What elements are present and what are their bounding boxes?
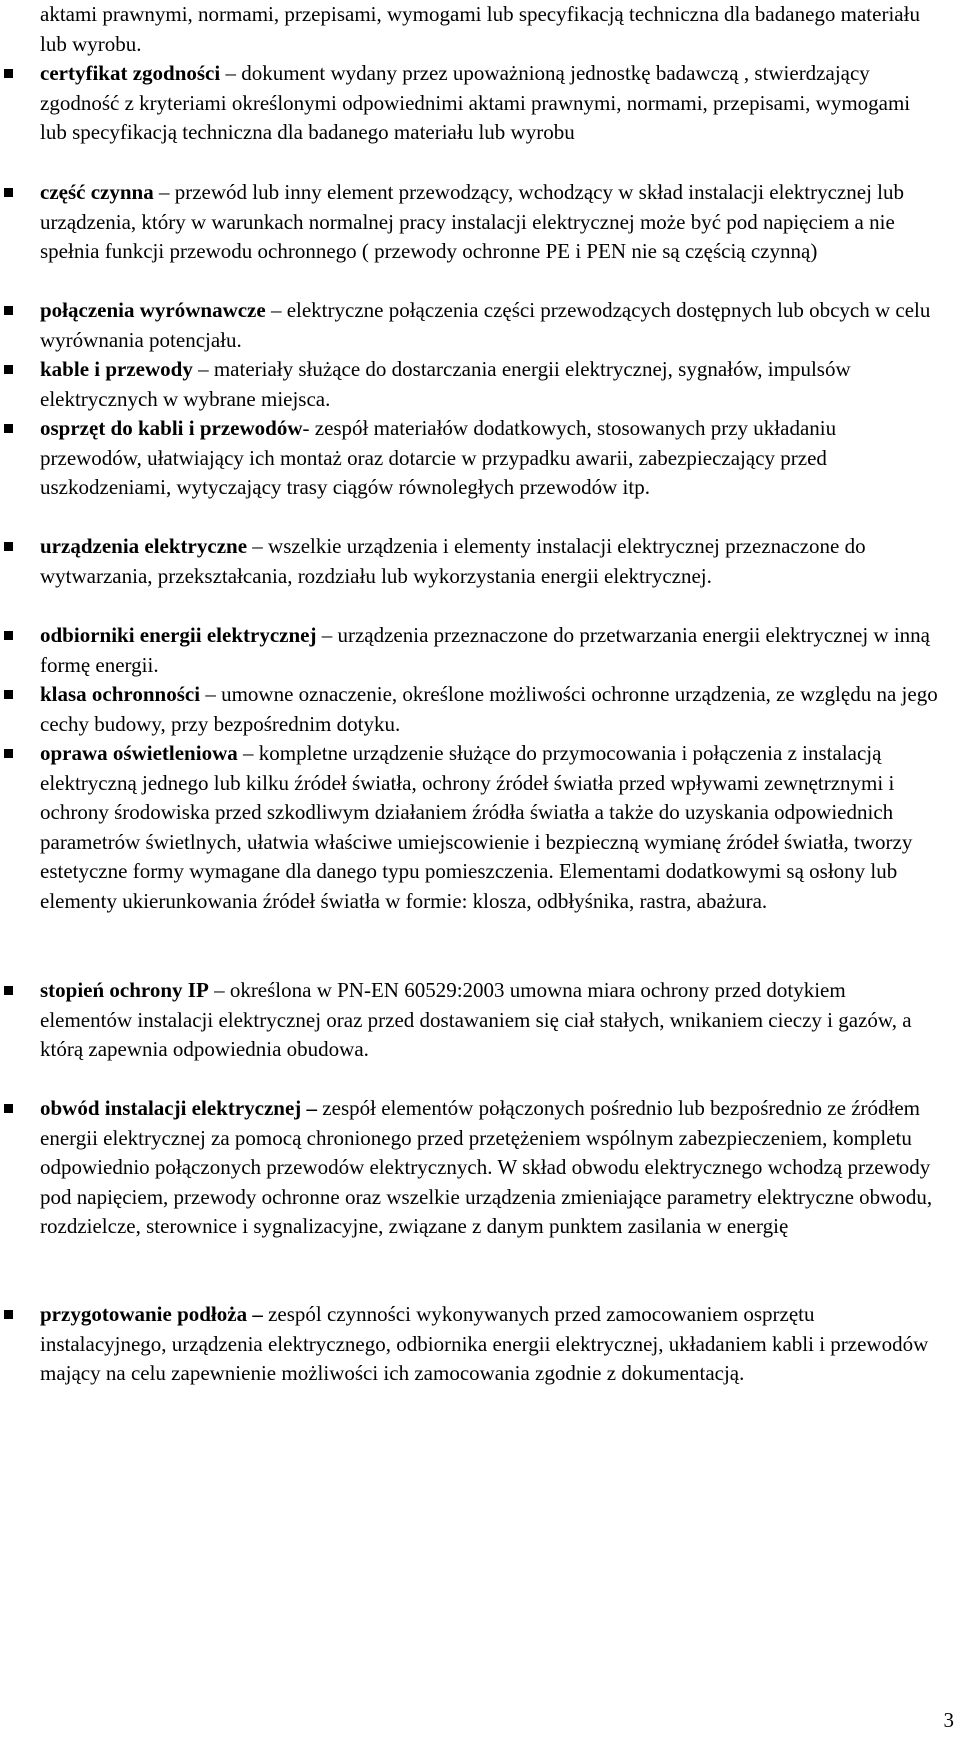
definition-term: odbiorniki energii elektrycznej [40,623,317,647]
definition-term: stopień ochrony IP [40,978,209,1002]
definition-term: przygotowanie podłoża – [40,1302,263,1326]
definition-text: zespól czynności wykonywanych przed zamocowaniem osprzętu instalacyjnego, urządzenia elektrycznego, odbiornika energii elektrycznej, układaniem kabli i przewodów mający na celu zapewnienie możliwości ich zamocowania zgodnie z dokumentacją. [40,1302,929,1386]
page-number: 3 [943,1708,954,1732]
definition-term: obwód instalacji elektrycznej – [40,1096,318,1120]
definition-term: klasa ochronności [40,682,201,706]
square-bullet-icon [4,365,13,374]
definition-text: – elektryczne połączenia części przewodzących dostępnych lub obcych w celu wyrównania potencjału. [40,298,931,352]
definition-entry [0,178,960,267]
square-bullet-icon [4,1104,13,1113]
definition-text: – określona w PN-EN 60529:2003 umowna miara ochrony przed dotykiem elementów instalacji elektrycznej oraz przed dostawaniem się ciał stałych, wnikaniem cieczy i gazów, a którą zapewnia odpowiednia obudowa. [40,978,912,1062]
definition-entry [0,1300,960,1389]
definition-text: – materiały służące do dostarczania energii elektrycznej, sygnałów, impulsów elektrycznych w wybrane miejsca. [40,357,851,411]
square-bullet-icon [4,749,13,758]
definition-text: – wszelkie urządzenia i elementy instalacji elektrycznej przeznaczone do wytwarzania, przekształcania, rozdziału lub wykorzystania energii elektrycznej. [40,534,866,588]
definition-text: – przewód lub inny element przewodzący, wchodzący w skład instalacji elektrycznej lub urządzenia, który w warunkach normalnej pracy instalacji elektrycznej może być pod napięciem a nie spełnia funkcji przewodu ochronnego ( przewody ochronne PE i PEN nie są częścią czynną) [40,180,904,264]
definition-text: – urządzenia przeznaczone do przetwarzania energii elektrycznej w inną formę energii. [40,623,930,677]
definition-term: urządzenia elektryczne [40,534,248,558]
definition-entry [0,414,960,503]
square-bullet-icon [4,69,13,78]
definition-text: – kompletne urządzenie służące do przymocowania i połączenia z instalacją elektryczną jednego lub kilku źródeł światła, ochrony źródeł światła przed wpływami zewnętrznymi i ochrony środowiska przed szkodliwym działaniem źródła światła a także do uzyskania odpowiednich parametrów świetlnych, ułatwia właściwe umiejscowienie i bezpieczną wymianę źródeł światła, tworzy estetyczne formy wymagane dla danego typu pomieszczenia. Elementami dodatkowymi są osłony lub elementy ukierunkowania źródeł światła w formie: klosza, odbłyśnika, rastra, abażura. [40,741,913,913]
square-bullet-icon [4,986,13,995]
definition-text: zespół elementów połączonych pośrednio lub bezpośrednio ze źródłem energii elektrycznej za pomocą chronionego przed przetężeniem wspólnym zabezpieczeniem, kompletu odpowiednio połączonych przewodów elektrycznych. W skład obwodu elektrycznego wchodzą przewody pod napięciem, przewody ochronne oraz wszelkie urządzenia zmieniające parametry elektryczne obwodu, rozdzielcze, sterownice i sygnalizacyjne, związane z danym punktem zasilania w energię [40,1096,933,1239]
definition-entry [0,621,960,680]
definition-term: osprzęt do kabli i przewodów [40,416,303,440]
square-bullet-icon [4,690,13,699]
definition-entry [0,296,960,355]
continuation-paragraph [0,0,960,59]
definition-term: certyfikat zgodności [40,61,221,85]
definition-entry [0,355,960,414]
definition-text: – dokument wydany przez upoważnioną jednostkę badawczą , stwierdzający zgodność z kryteriami określonymi odpowiednimi aktami prawnymi, normami, przepisami, wymogami lub specyfikacją techniczna dla badanego materiału lub wyrobu [40,61,911,145]
definition-entry [0,680,960,739]
square-bullet-icon [4,542,13,551]
definition-entry [0,59,960,148]
square-bullet-icon [4,631,13,640]
square-bullet-icon [4,1310,13,1319]
definition-entry [0,1094,960,1242]
continuation-text: aktami prawnymi, normami, przepisami, wymogami lub specyfikacją techniczna dla badanego materiału lub wyrobu. [40,2,920,56]
square-bullet-icon [4,188,13,197]
definition-term: połączenia wyrównawcze [40,298,266,322]
definition-term: oprawa oświetleniowa [40,741,238,765]
definition-entry [0,532,960,591]
definition-text: – umowne oznaczenie, określone możliwości ochronne urządzenia, ze względu na jego cechy budowy, przy bezpośrednim dotyku. [40,682,938,736]
definition-entry [0,976,960,1065]
definition-term: kable i przewody [40,357,193,381]
definition-term: część czynna [40,180,154,204]
definition-entry [0,739,960,917]
square-bullet-icon [4,424,13,433]
definition-text: - zespół materiałów dodatkowych, stosowanych przy układaniu przewodów, ułatwiający ich montaż oraz dotarcie w przypadku awarii, zabezpieczający przed uszkodzeniami, wytyczający trasy ciągów równoległych przewodów itp. [40,416,837,500]
square-bullet-icon [4,306,13,315]
